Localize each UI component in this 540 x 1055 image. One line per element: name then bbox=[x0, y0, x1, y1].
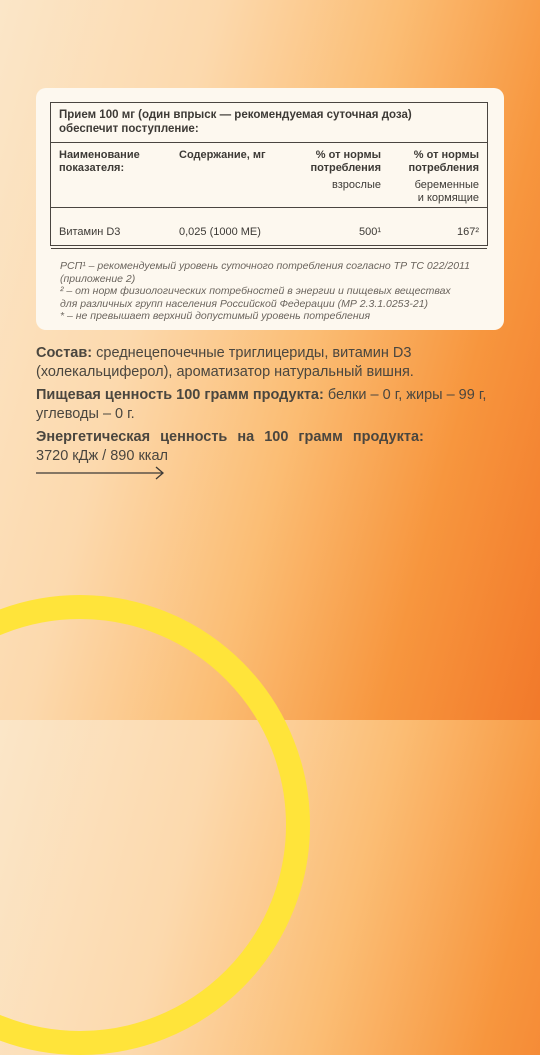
table-row bbox=[51, 218, 487, 249]
cell-content: 0,025 (1000 МЕ) bbox=[179, 226, 261, 238]
header-pregnant: % от нормы потребления беременные и кормящие bbox=[408, 149, 479, 204]
nutrition-value: Пищевая ценность 100 грамм продукта: белки – 0 г, жиры – 99 г, углеводы – 0 г. bbox=[36, 387, 487, 422]
header-adults: % от нормы потребления взрослые bbox=[310, 149, 381, 191]
header-content: Содержание, мг bbox=[179, 149, 266, 161]
header-name: Наименование показателя: bbox=[59, 149, 140, 174]
decorative-yellow-arc bbox=[0, 595, 310, 1055]
footnotes bbox=[60, 260, 490, 323]
intro-line: обеспечит поступление: bbox=[59, 123, 199, 135]
table-header bbox=[51, 143, 487, 208]
intro-line: Прием 100 мг (один впрыск — рекомендуемая суточная доза) bbox=[59, 109, 412, 121]
arrow-right-icon bbox=[36, 466, 166, 480]
footnote: для различных групп населения Российской Федерации (МР 2.3.1.0253-21) bbox=[60, 297, 429, 310]
cell-adults: 500¹ bbox=[358, 226, 381, 238]
footnote: (приложение 2) bbox=[60, 272, 136, 285]
cell-pregnant: 167² bbox=[456, 226, 479, 238]
nutrition-table bbox=[50, 102, 488, 246]
energy-value: Энергетическая ценность на 100 грамм продукта: 3720 кДж / 890 ккал bbox=[36, 429, 424, 464]
nutrition-card bbox=[36, 88, 504, 330]
footnote: ² – от норм физиологических потребностей в энергии и пищевых веществах bbox=[60, 285, 451, 297]
table-intro bbox=[51, 103, 487, 143]
product-info bbox=[36, 344, 502, 466]
cell-name: Витамин D3 bbox=[59, 226, 121, 238]
footnote: * – не превышает верхний допустимый уровень потребления bbox=[60, 310, 371, 322]
footnote: РСП¹ – рекомендуемый уровень суточного потребления согласно ТР ТС 022/2011 bbox=[60, 260, 470, 272]
composition: Состав: среднецепочечные триглицериды, витамин D3 (холекальциферол), ароматизатор натуральный вишня. bbox=[36, 345, 414, 380]
